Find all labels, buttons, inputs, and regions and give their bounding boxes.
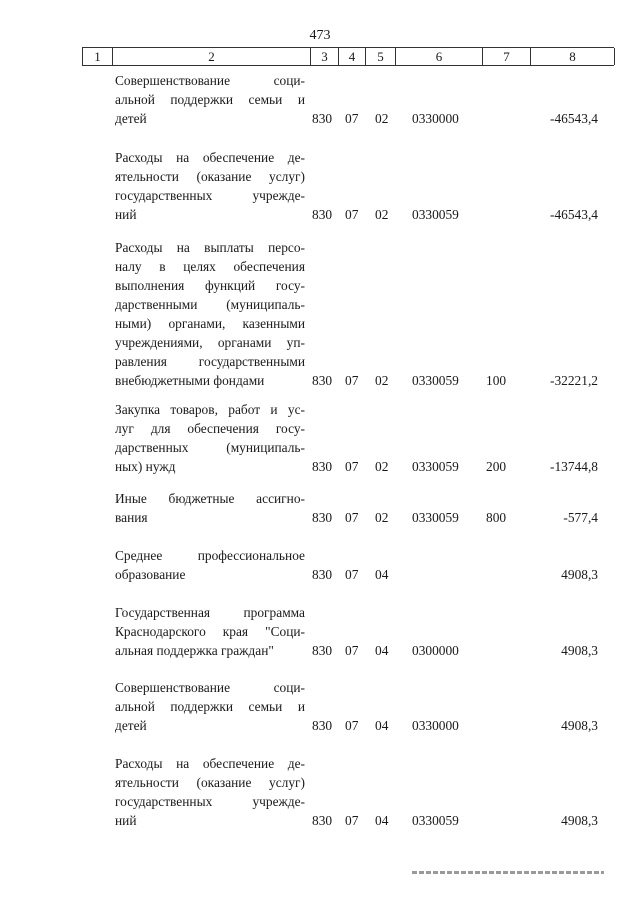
header-col-5: 5 [366, 48, 396, 65]
description-line: Иные бюджетные ассигно- [115, 491, 305, 506]
header-col-1: 1 [83, 48, 113, 65]
description-line: учреждениями, органами уп- [115, 335, 305, 350]
description-line: детей [115, 111, 147, 126]
cell-col-3: 830 [312, 207, 333, 222]
description-line: Совершенствование соци- [115, 73, 305, 88]
description-line: Краснодарского края "Соци- [115, 624, 305, 639]
cell-col-6: 0330059 [412, 373, 459, 388]
cell-col-5: 02 [375, 459, 389, 474]
description-line: налу в целях обеспечения [115, 259, 305, 274]
cell-col-3: 830 [312, 373, 333, 388]
cell-col-5: 04 [375, 718, 389, 733]
description-line: государственных учрежде- [115, 188, 305, 203]
cell-col-8: -46543,4 [550, 111, 598, 126]
header-col-8: 8 [531, 48, 615, 65]
cell-col-8: 4908,3 [561, 643, 598, 658]
cell-col-3: 830 [312, 643, 333, 658]
row-description [115, 238, 305, 390]
cell-col-3: 830 [312, 510, 333, 525]
page-number: 473 [309, 28, 331, 43]
cell-col-5: 04 [375, 643, 389, 658]
cell-col-7: 800 [486, 510, 507, 525]
header-col-6: 6 [396, 48, 483, 65]
description-line: Государственная программа [115, 605, 305, 620]
cell-col-6: 0330059 [412, 207, 459, 222]
footer-path-stamp [412, 871, 604, 874]
header-col-7: 7 [483, 48, 531, 65]
description-line: ными) органами, казенными [115, 316, 305, 331]
row-description [115, 489, 305, 527]
cell-col-6: 0330059 [412, 510, 459, 525]
cell-col-6: 0330000 [412, 718, 459, 733]
cell-col-7: 100 [486, 373, 507, 388]
cell-col-6: 0330059 [412, 459, 459, 474]
description-line: ных) нужд [115, 459, 176, 474]
header-col-3: 3 [311, 48, 339, 65]
cell-col-5: 02 [375, 510, 389, 525]
row-description [115, 603, 305, 660]
description-line: Расходы на обеспечение де- [115, 756, 305, 771]
description-line: равления государственными [115, 354, 305, 369]
cell-col-4: 07 [345, 111, 359, 126]
table-header [82, 47, 614, 66]
cell-col-3: 830 [312, 567, 333, 582]
cell-col-6: 0300000 [412, 643, 459, 658]
description-line: ний [115, 207, 137, 222]
description-line: луг для обеспечения госу- [115, 421, 305, 436]
description-line: Среднее профессиональное [115, 548, 305, 563]
cell-col-3: 830 [312, 813, 333, 828]
cell-col-6: 0330059 [412, 813, 459, 828]
description-line: ятельности (оказание услуг) [115, 775, 305, 790]
description-line: выполнения функций госу- [115, 278, 305, 293]
row-description [115, 754, 305, 830]
description-line: ний [115, 813, 137, 828]
description-line: Закупка товаров, работ и ус- [115, 402, 305, 417]
header-col-4: 4 [339, 48, 366, 65]
cell-col-4: 07 [345, 643, 359, 658]
cell-col-4: 07 [345, 718, 359, 733]
description-line: образование [115, 567, 186, 582]
description-line: альной поддержки семьи и [115, 699, 305, 714]
description-line: государственных учрежде- [115, 794, 305, 809]
cell-col-5: 02 [375, 373, 389, 388]
cell-col-8: -13744,8 [550, 459, 598, 474]
description-line: альная поддержка граждан" [115, 643, 274, 658]
description-line: Расходы на обеспечение де- [115, 150, 305, 165]
description-line: дарственных (муниципаль- [115, 440, 305, 455]
cell-col-3: 830 [312, 718, 333, 733]
cell-col-4: 07 [345, 207, 359, 222]
cell-col-8: -46543,4 [550, 207, 598, 222]
cell-col-8: -32221,2 [550, 373, 598, 388]
cell-col-4: 07 [345, 373, 359, 388]
description-line: альной поддержки семьи и [115, 92, 305, 107]
description-line: ятельности (оказание услуг) [115, 169, 305, 184]
cell-col-8: -577,4 [563, 510, 598, 525]
description-line: детей [115, 718, 147, 733]
cell-col-8: 4908,3 [561, 718, 598, 733]
cell-col-5: 04 [375, 567, 389, 582]
row-description [115, 71, 305, 128]
row-description [115, 546, 305, 584]
cell-col-5: 02 [375, 207, 389, 222]
description-line: внебюджетными фондами [115, 373, 265, 388]
cell-col-5: 02 [375, 111, 389, 126]
row-description [115, 148, 305, 224]
cell-col-4: 07 [345, 813, 359, 828]
row-description [115, 678, 305, 735]
header-col-2: 2 [113, 48, 311, 65]
row-description [115, 400, 305, 476]
description-line: вания [115, 510, 148, 525]
cell-col-3: 830 [312, 459, 333, 474]
description-line: Расходы на выплаты персо- [115, 240, 305, 255]
cell-col-8: 4908,3 [561, 813, 598, 828]
description-line: Совершенствование соци- [115, 680, 305, 695]
cell-col-4: 07 [345, 510, 359, 525]
cell-col-8: 4908,3 [561, 567, 598, 582]
description-line: дарственными (муниципаль- [115, 297, 305, 312]
cell-col-5: 04 [375, 813, 389, 828]
cell-col-4: 07 [345, 567, 359, 582]
cell-col-4: 07 [345, 459, 359, 474]
cell-col-6: 0330000 [412, 111, 459, 126]
cell-col-3: 830 [312, 111, 333, 126]
cell-col-7: 200 [486, 459, 507, 474]
